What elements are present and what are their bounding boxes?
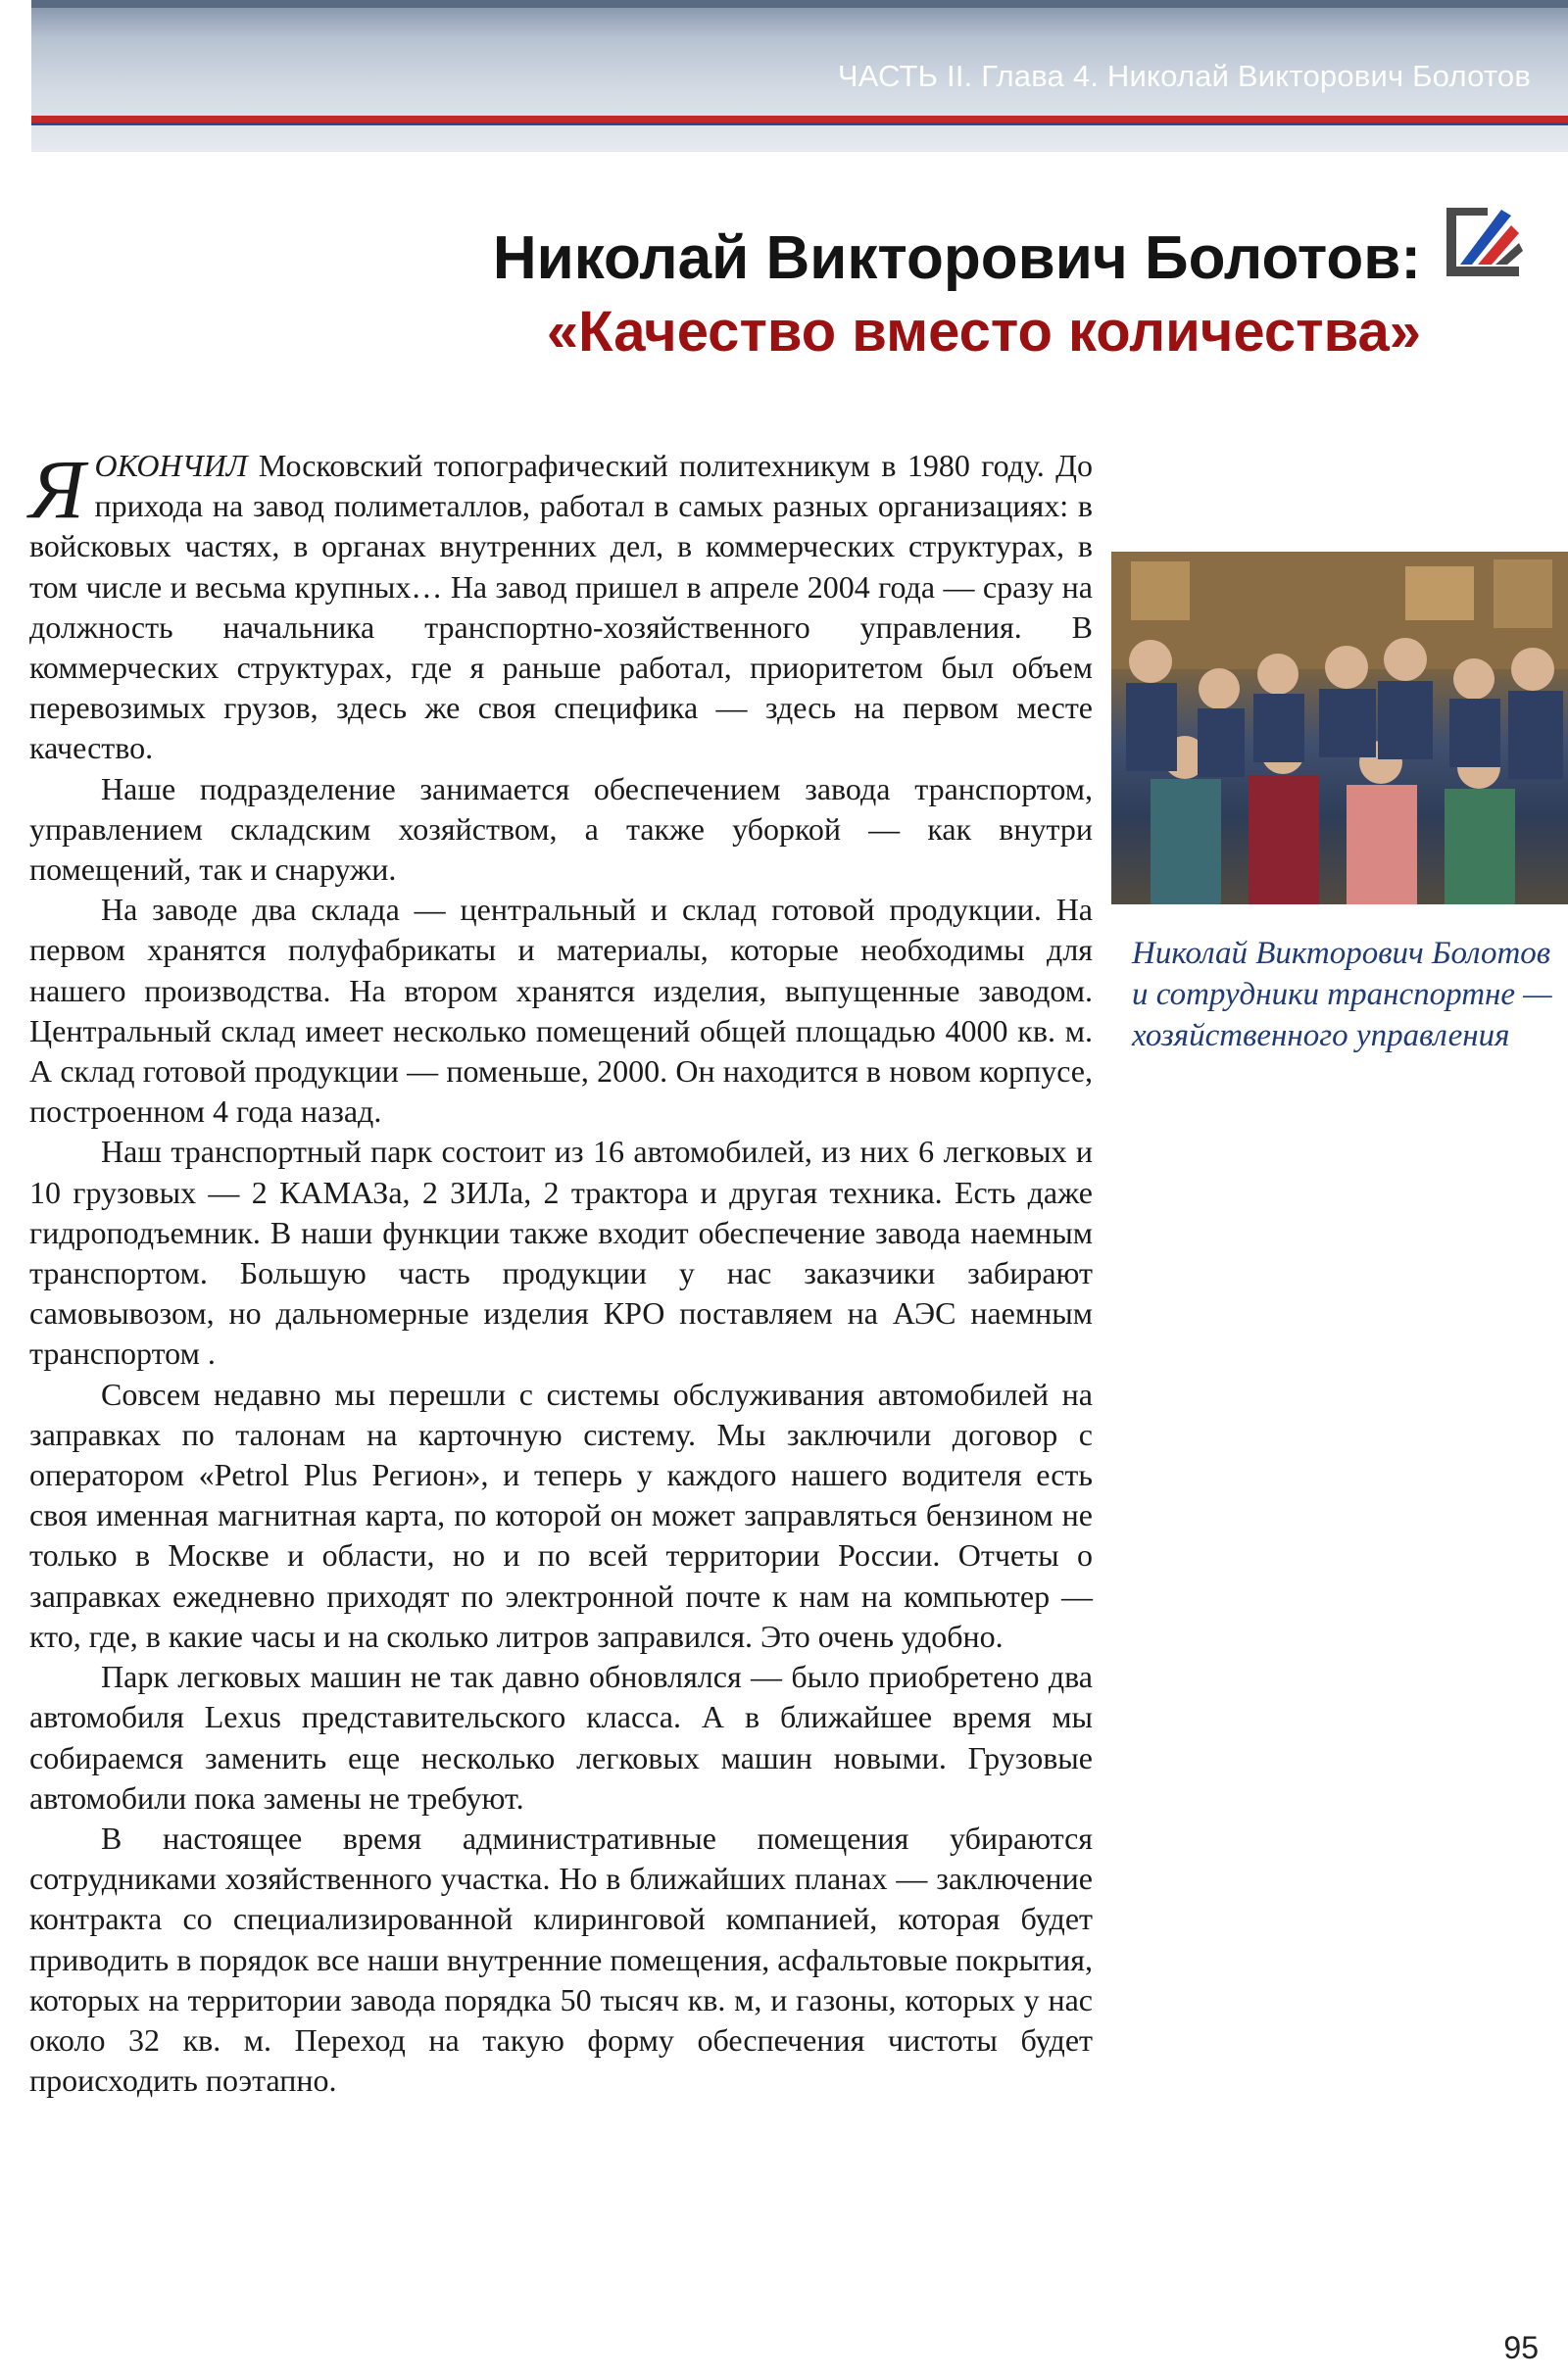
header-top-line	[31, 0, 1568, 8]
photo-caption: Николай Викторович Болотов и сотрудники транспортне — хозяйственного управления	[1132, 936, 1552, 1053]
paragraph-6: Парк легковых машин не так давно обновлялся — было приобретено два автомобиля Lexus представительского класса. А в ближайшее время мы собираемся заменить еще несколько легковых машин новыми. Грузовые автомобили пока замены не требуют.	[29, 1659, 1093, 1816]
paragraph-5: Совсем недавно мы перешли с системы обслуживания автомобилей на заправках по талонам на карточную систему. Мы заключили договор с оператором «Petrol Plus Регион», и теперь у каждого нашего водителя есть своя именная магнитная карта, по которой он может заправляться бензином не только в Москве и области, но и по всей территории России. Отчеты о заправках ежедневно приходят по электронной почте к нам на компьютер — кто, где, в какие часы и на сколько литров заправился. Это очень удобно.	[29, 1376, 1093, 1654]
paragraph-2: Наше подразделение занимается обеспечением завода транспортом, управлением складским хозяйством, а также уборкой — как внутри помещений, так и снаружи.	[29, 770, 1093, 888]
article-title	[493, 220, 1421, 367]
lead-word: ОКОНЧИЛ	[94, 448, 248, 483]
group-photo-figures	[1111, 552, 1568, 904]
page-number: 95	[1503, 2330, 1539, 2365]
paragraph-1-text: Московский топографический политехникум в 1980 году. До прихода на завод полиметаллов, работал в самых разных организациях: в войсковых частях, в органах внутренних дел, в коммерческих структурах, в том числе и весьма крупных… На завод пришел в апреле 2004 года — сразу на должность начальника транспортно-хозяйственного управления. В коммерческих структурах, где я раньше работал, приоритетом был объем перевозимых грузов, здесь же своя специфика — здесь на первом месте качество.	[29, 448, 1093, 766]
article-body	[29, 442, 1093, 2101]
group-photo	[1111, 552, 1568, 904]
drop-cap: Я	[29, 442, 85, 536]
page-header	[31, 0, 1568, 152]
running-head: ЧАСТЬ II. Глава 4. Николай Викторович Болотов	[837, 59, 1531, 93]
paragraph-1	[29, 442, 1093, 769]
title-line-quote: «Качество вместо количества»	[546, 299, 1421, 364]
paragraph-3: На заводе два склада — центральный и склад готовой продукции. На первом хранятся полуфабрикаты и материалы, которые необходимы для нашего производства. На втором хранятся изделия, выпущенные заводом. Центральный склад имеет несколько помещений общей площадью 4000 кв. м. А склад готовой продукции — поменьше, 2000. Он находится в новом корпусе, построенном 4 года назад.	[29, 892, 1093, 1130]
paragraph-7: В настоящее время административные помещения убираются сотрудниками хозяйственного участка. Но в ближайших планах — заключение контракта со специализированной клиринговой компанией, которая будет приводить в порядок все наши внутренние помещения, асфальтовые покрытия, которых на территории завода порядка 50 тысяч кв. м, и газоны, которых у нас около 32 кв. м. Переход на такую форму обеспечения чистоты будет происходить поэтапно.	[29, 1820, 1093, 2099]
header-red-rule	[31, 116, 1568, 122]
paragraph-4: Наш транспортный парк состоит из 16 автомобилей, из них 6 легковых и 10 грузовых — 2 КАМАЗа, 2 ЗИЛа, 2 трактора и другая техника. Есть даже гидроподъемник. В наши функции также входит обеспечение завода наемным транспортом. Большую часть продукции у нас заказчики забирают самовывозом, но дальномерные изделия КРО поставляем на АЭС наемным транспортом .	[29, 1134, 1093, 1372]
title-line-name: Николай Викторович Болотов:	[492, 224, 1421, 292]
chart-logo-icon	[1439, 196, 1527, 284]
header-blue-rule	[31, 122, 1568, 125]
